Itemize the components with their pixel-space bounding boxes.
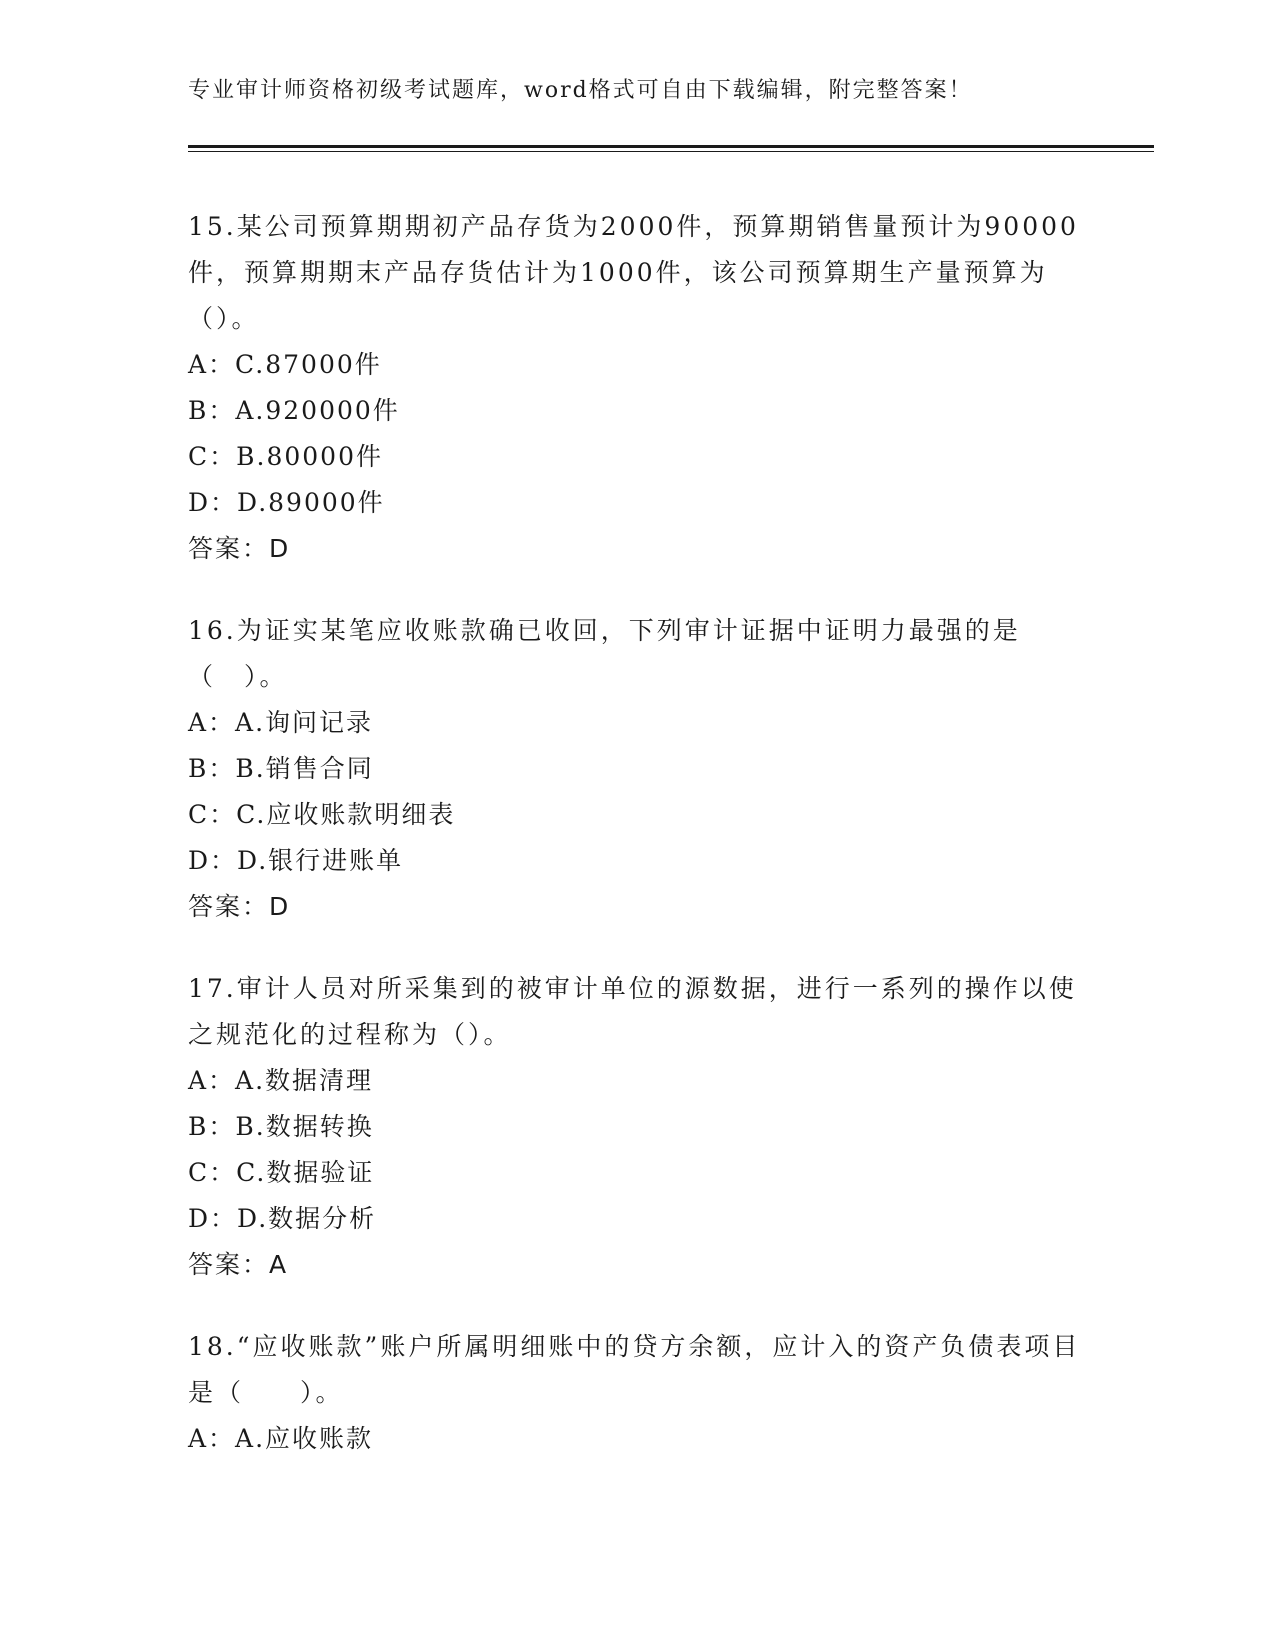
option-c: C：B.80000件 — [188, 442, 383, 471]
question-18 — [188, 1324, 1088, 1462]
option-b: B：B.数据转换 — [188, 1112, 374, 1141]
question-text: 18.“应收账款”账户所属明细账中的贷方余额，应计入的资产负债表项目是（ ）。 — [188, 1332, 1081, 1407]
option-a: A：A.数据清理 — [188, 1066, 374, 1095]
option-d: D：D.89000件 — [188, 488, 385, 517]
option-d: D：D.银行进账单 — [188, 846, 404, 875]
answer: 答案：D — [188, 892, 291, 921]
option-a: A：C.87000件 — [188, 350, 382, 379]
option-d: D：D.数据分析 — [188, 1204, 377, 1233]
question-text: 16.为证实某笔应收账款确已收回，下列审计证据中证明力最强的是（ ）。 — [188, 616, 1021, 691]
option-a: A：A.询问记录 — [188, 708, 374, 737]
question-17 — [188, 966, 1088, 1288]
question-text: 17.审计人员对所采集到的被审计单位的源数据，进行一系列的操作以使之规范化的过程称为（）。 — [188, 974, 1077, 1049]
option-c: C：C.数据验证 — [188, 1158, 375, 1187]
question-list — [188, 204, 1088, 1498]
question-15 — [188, 204, 1088, 572]
option-b: B：B.销售合同 — [188, 754, 374, 783]
question-16 — [188, 608, 1088, 930]
option-b: B：A.920000件 — [188, 396, 400, 425]
answer: 答案：A — [188, 1250, 289, 1279]
option-a: A：A.应收账款 — [188, 1424, 374, 1453]
option-c: C：C.应收账款明细表 — [188, 800, 456, 829]
question-text: 15.某公司预算期期初产品存货为2000件，预算期销售量预计为90000件，预算期期末产品存货估计为1000件，该公司预算期生产量预算为（）。 — [188, 212, 1079, 333]
header-rule-thin — [188, 151, 1154, 152]
answer: 答案：D — [188, 534, 291, 563]
header-rule-thick — [188, 145, 1154, 148]
page-header: 专业审计师资格初级考试题库，word格式可自由下载编辑，附完整答案！ — [188, 78, 973, 103]
